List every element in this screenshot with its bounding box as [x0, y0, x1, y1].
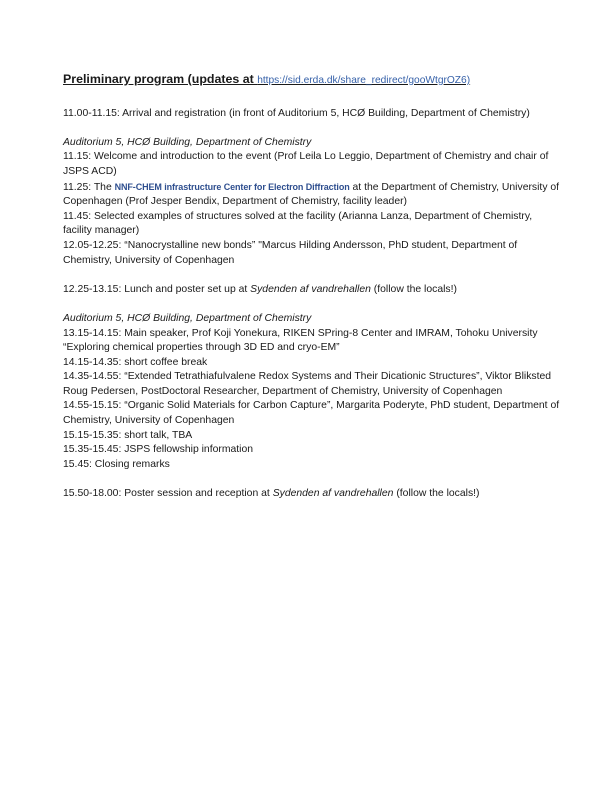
nnf-prefix: 11.25: The [63, 181, 115, 193]
lunch-suffix: (follow the locals!) [370, 283, 457, 295]
session2-item-jsps: 15.35-15.45: JSPS fellowship information [63, 444, 254, 456]
spacer [63, 472, 563, 487]
spacer [63, 297, 563, 312]
session1-item-nnf [63, 180, 563, 210]
spacer [63, 121, 563, 136]
session2-item-main-speaker: 13.15-14.15: Main speaker, Prof Koji Yonekura, RIKEN SPring-8 Center and IMRAM, Tohoku University “Exploring chemical properties through 3D ED and cryo-EM” [63, 327, 538, 354]
program-heading [63, 72, 563, 89]
nnf-center-name: NNF-CHEM infrastructure Center for Electron Diffraction [114, 181, 350, 192]
session2-item-short-talk: 15.15-15.35: short talk, TBA [63, 429, 193, 441]
lunch-item [63, 283, 563, 298]
session2-item-closing: 15.45: Closing remarks [63, 458, 170, 470]
session1-item-welcome: 11.15: Welcome and introduction to the event (Prof Leila Lo Leggio, Department of Chemistry and chair of JSPS ACD) [63, 151, 549, 177]
arrival-item: 11.00-11.15: Arrival and registration (in front of Auditorium 5, HCØ Building, Department of Chemistry) [63, 107, 530, 119]
updates-link[interactable]: https://sid.erda.dk/share_redirect/gooWtgrOZ6) [257, 75, 471, 86]
session2-item-ttf: 14.35-14.55: “Extended Tetrathiafulvalene Redox Systems and Their Dicationic Structures”, Viktor Bliksted Roug Pedersen, PostDoctoral Researcher, Department of Chemistry, University of Copenhagen [63, 371, 552, 397]
session1-location: Auditorium 5, HCØ Building, Department of Chemistry [63, 136, 312, 148]
lunch-prefix: 12.25-13.15: Lunch and poster set up at [63, 283, 251, 295]
session2-item-coffee: 14.15-14.35: short coffee break [63, 356, 208, 368]
heading-title: Preliminary program (updates at [63, 72, 258, 86]
lunch-place: Sydenden af vandrehallen [250, 283, 371, 295]
session1-item-examples: 11.45: Selected examples of structures solved at the facility (Arianna Lanza, Department of Chemistry, facility manager) [63, 210, 533, 237]
poster-suffix: (follow the locals!) [393, 488, 480, 500]
poster-prefix: 15.50-18.00: Poster session and reception at [63, 488, 273, 500]
nnf-suffix: at the Department of Chemistry, University of Copenhagen (Prof Jesper Bendix, Department of Chemistry, facility leader) [63, 181, 560, 208]
session2-location: Auditorium 5, HCØ Building, Department of Chemistry [63, 312, 312, 324]
session2-item-carbon-capture: 14.55-15.15: “Organic Solid Materials for Carbon Capture”, Margarita Poderyte, PhD student, Department of Chemistry, University of Copenhagen [63, 400, 560, 427]
session1-item-nanocrystalline: 12.05-12.25: “Nanocrystalline new bonds” "Marcus Hilding Andersson, PhD student, Department of Chemistry, University of Copenhagen [63, 239, 518, 266]
poster-place: Sydenden af vandrehallen [272, 488, 394, 500]
spacer [63, 268, 563, 283]
program-document [63, 72, 563, 502]
poster-item [63, 487, 563, 502]
